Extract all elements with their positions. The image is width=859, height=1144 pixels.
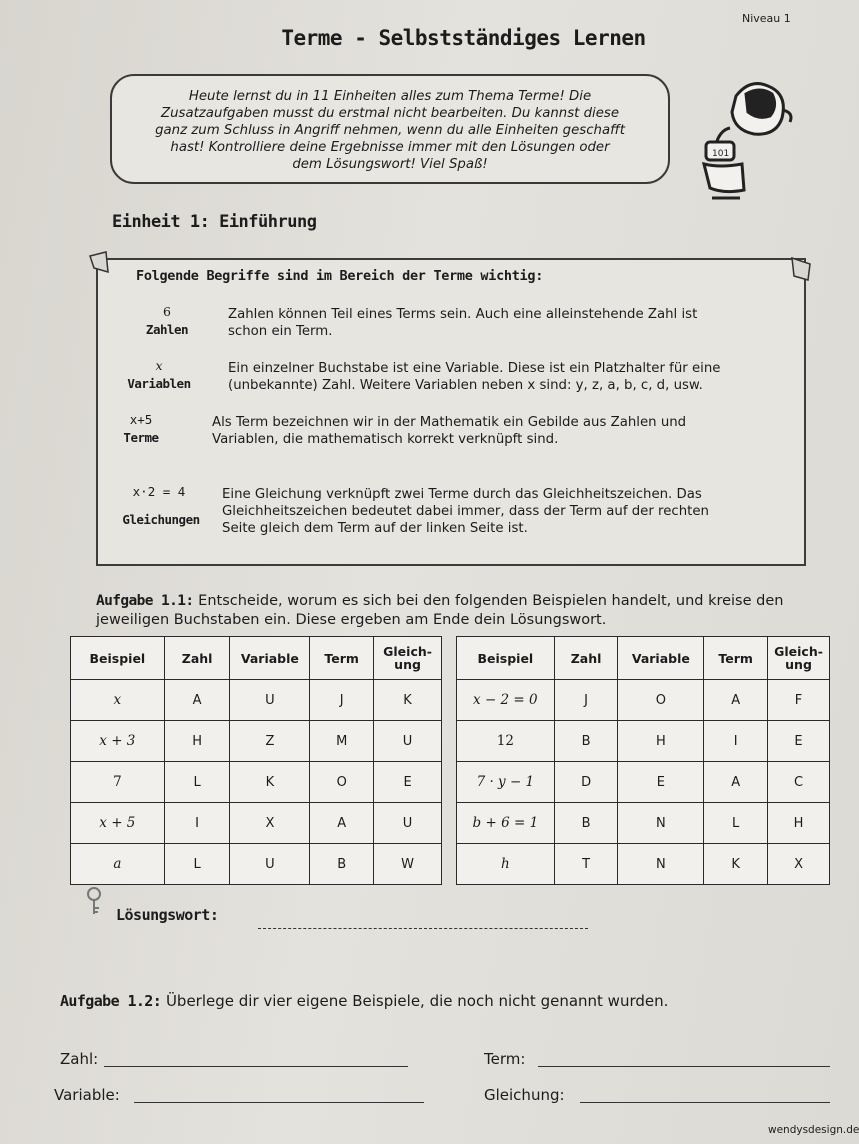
option-letter[interactable]: H <box>768 803 830 844</box>
option-letter[interactable]: I <box>164 803 230 844</box>
option-letter[interactable]: T <box>554 844 618 885</box>
term-definition-line: Als Term bezeichnen wir in der Mathematik ein Gebilde aus Zahlen und <box>212 415 687 430</box>
term-example: x+5 <box>129 412 153 427</box>
table-row <box>71 844 442 885</box>
astronaut-icon <box>690 72 800 200</box>
option-letter[interactable]: L <box>164 844 230 885</box>
example-cell: b + 6 = 1 <box>457 803 555 844</box>
term-example: 6 <box>163 304 171 319</box>
term-definition-line: Ein einzelner Buchstabe ist eine Variable. Diese ist ein Platzhalter für eine <box>228 361 721 376</box>
header-term: Term <box>704 637 768 680</box>
term-label: Gleichungen <box>122 512 200 527</box>
term-label: Term: <box>484 1050 526 1068</box>
table-row <box>457 721 830 762</box>
option-letter[interactable]: M <box>310 721 374 762</box>
option-letter[interactable]: U <box>374 803 442 844</box>
gleichung-label: Gleichung: <box>484 1086 565 1104</box>
example-cell: x + 5 <box>71 803 165 844</box>
table-row <box>457 803 830 844</box>
term-definition <box>212 414 762 448</box>
option-letter[interactable]: E <box>618 762 704 803</box>
term-input[interactable] <box>538 1066 830 1067</box>
option-letter[interactable]: K <box>230 762 310 803</box>
table-header-row <box>457 637 830 680</box>
example-cell: x + 3 <box>71 721 165 762</box>
task-label: Aufgabe 1.1: <box>96 593 194 609</box>
option-letter[interactable]: D <box>554 762 618 803</box>
option-letter[interactable]: Z <box>230 721 310 762</box>
table-row <box>71 762 442 803</box>
option-letter[interactable]: B <box>554 721 618 762</box>
option-letter[interactable]: E <box>374 762 442 803</box>
option-letter[interactable]: X <box>230 803 310 844</box>
option-letter[interactable]: O <box>618 680 704 721</box>
variable-input[interactable] <box>134 1102 424 1103</box>
svg-text:101: 101 <box>712 149 730 159</box>
option-letter[interactable]: U <box>230 680 310 721</box>
header-zahl: Zahl <box>164 637 230 680</box>
term-example: x <box>155 358 163 373</box>
header-gleichung: Gleich- ung <box>374 637 442 680</box>
example-cell: 7 <box>71 762 165 803</box>
example-cell: 12 <box>457 721 555 762</box>
page-title-text: Terme - Selbstständiges Lernen <box>281 26 646 50</box>
term-definition-line: schon ein Term. <box>228 324 333 339</box>
option-letter[interactable]: A <box>310 803 374 844</box>
term-label: Zahlen <box>145 322 189 337</box>
table-row <box>457 680 830 721</box>
classification-table-left <box>70 636 442 885</box>
option-letter[interactable]: E <box>768 721 830 762</box>
intro-line: ganz zum Schluss in Angriff nehmen, wenn du alle Einheiten geschafft <box>155 123 625 138</box>
intro-line: Heute lernst du in 11 Einheiten alles zum Thema Terme! Die <box>188 89 592 104</box>
intro-line: Zusatzaufgaben musst du erstmal nicht bearbeiten. Du kannst diese <box>160 106 620 121</box>
option-letter[interactable]: L <box>704 803 768 844</box>
page-title <box>0 26 837 50</box>
option-letter[interactable]: K <box>704 844 768 885</box>
option-letter[interactable]: U <box>230 844 310 885</box>
example-cell: h <box>457 844 555 885</box>
solution-word-label: Lösungswort: <box>116 906 219 924</box>
task-1-1 <box>96 592 806 630</box>
option-letter[interactable]: A <box>704 762 768 803</box>
option-letter[interactable]: F <box>768 680 830 721</box>
term-definition-line: Seite gleich dem Term auf der linken Seite ist. <box>222 521 528 536</box>
option-letter[interactable]: O <box>310 762 374 803</box>
option-letter[interactable]: B <box>310 844 374 885</box>
option-letter[interactable]: J <box>554 680 618 721</box>
task-text: Überlege dir vier eigene Beispiele, die noch nicht genannt wurden. <box>165 992 669 1010</box>
unit-title: Einheit 1: Einführung <box>112 212 317 232</box>
gleichung-input[interactable] <box>580 1102 830 1103</box>
classification-table-right <box>456 636 830 885</box>
term-definition <box>228 306 778 340</box>
term-definition-line: Variablen, die mathematisch korrekt verknüpft sind. <box>212 432 559 447</box>
table-row <box>71 803 442 844</box>
term-definition-line: Eine Gleichung verknüpft zwei Terme durch das Gleichheitszeichen. Das <box>222 487 702 502</box>
credit-clip <box>700 1118 859 1140</box>
intro-box <box>110 74 670 184</box>
term-definition-line: (unbekannte) Zahl. Weitere Variablen neben x sind: y, z, a, b, c, d, usw. <box>228 378 703 393</box>
option-letter[interactable]: J <box>310 680 374 721</box>
header-beispiel: Beispiel <box>457 637 555 680</box>
option-letter[interactable]: A <box>704 680 768 721</box>
header-zahl: Zahl <box>554 637 618 680</box>
term-definition-line: Zahlen können Teil eines Terms sein. Auch eine alleinstehende Zahl ist <box>228 307 698 322</box>
term-example: x·2 = 4 <box>132 484 186 499</box>
table-header-row <box>71 637 442 680</box>
header-beispiel: Beispiel <box>71 637 165 680</box>
intro-line: dem Lösungswort! Viel Spaß! <box>292 157 488 172</box>
option-letter[interactable]: X <box>768 844 830 885</box>
header-term: Term <box>310 637 374 680</box>
example-cell: 7 · y − 1 <box>457 762 555 803</box>
option-letter[interactable]: A <box>164 680 230 721</box>
credit: wendysdesign.de <box>768 1124 859 1136</box>
option-letter[interactable]: B <box>554 803 618 844</box>
banner-curl-left-icon <box>86 250 110 276</box>
option-letter[interactable]: I <box>704 721 768 762</box>
table-row <box>457 762 830 803</box>
term-label: Terme <box>123 430 159 445</box>
option-letter[interactable]: U <box>374 721 442 762</box>
variable-label: Variable: <box>54 1086 120 1104</box>
term-definition-line: Gleichheitszeichen bedeutet dabei immer, dass der Term auf der rechten <box>222 504 709 519</box>
header-variable: Variable <box>230 637 310 680</box>
intro-line: hast! Kontrolliere deine Ergebnisse immer mit den Lösungen oder <box>170 140 610 155</box>
task-text: jeweiligen Buchstaben ein. Diese ergeben am Ende dein Lösungswort. <box>96 612 607 628</box>
option-letter[interactable]: W <box>374 844 442 885</box>
level-label: Niveau 1 <box>742 12 791 25</box>
example-cell: x − 2 = 0 <box>457 680 555 721</box>
header-variable: Variable <box>618 637 704 680</box>
table-row <box>71 680 442 721</box>
key-icon <box>82 886 106 916</box>
header-gleichung: Gleich- ung <box>768 637 830 680</box>
option-letter[interactable]: N <box>618 803 704 844</box>
term-label: Variablen <box>127 376 191 391</box>
table-row <box>457 844 830 885</box>
task-1-2 <box>60 992 668 1010</box>
option-letter[interactable]: L <box>164 762 230 803</box>
term-definition <box>222 486 772 537</box>
term-definition <box>228 360 778 394</box>
option-letter[interactable]: H <box>164 721 230 762</box>
zahl-input[interactable] <box>104 1066 408 1067</box>
example-cell: a <box>71 844 165 885</box>
option-letter[interactable]: C <box>768 762 830 803</box>
table-row <box>71 721 442 762</box>
example-cell: x <box>71 680 165 721</box>
option-letter[interactable]: H <box>618 721 704 762</box>
task-label: Aufgabe 1.2: <box>60 992 162 1010</box>
option-letter[interactable]: N <box>618 844 704 885</box>
solution-word-input[interactable] <box>258 928 588 929</box>
banner-title: Folgende Begriffe sind im Bereich der Terme wichtig: <box>136 268 544 284</box>
zahl-label: Zahl: <box>60 1050 99 1068</box>
option-letter[interactable]: K <box>374 680 442 721</box>
banner-curl-right-icon <box>790 256 814 282</box>
task-text: Entscheide, worum es sich bei den folgenden Beispielen handelt, und kreise den <box>198 593 784 609</box>
